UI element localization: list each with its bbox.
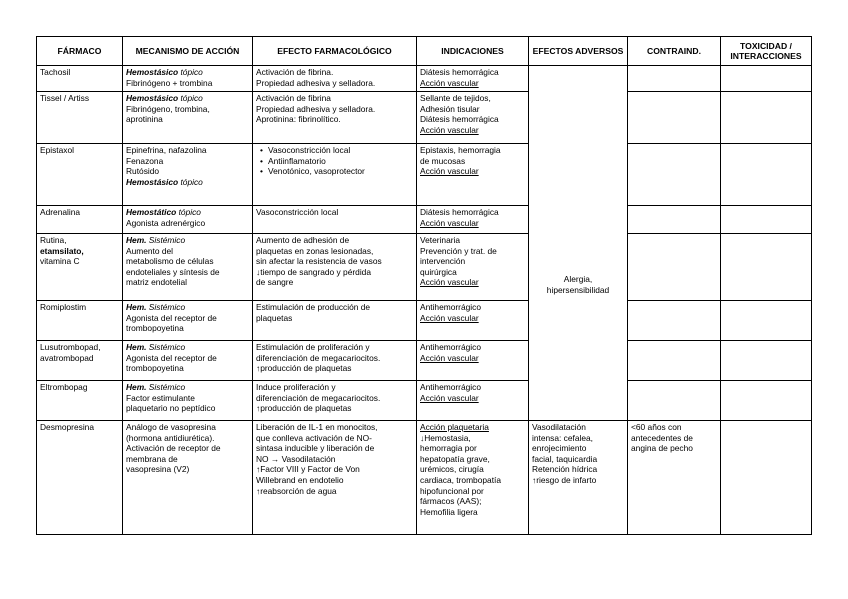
mechanism-cell <box>123 301 253 341</box>
indication-line: Hemofilia ligera <box>420 506 478 517</box>
mechanism-line: endoteliales y síntesis de <box>126 266 220 277</box>
indication-link: Acción vascular <box>420 77 479 88</box>
mechanism-cell <box>123 66 253 92</box>
effect-line: que conlleva activación de NO- <box>256 432 372 443</box>
table-row <box>37 234 812 301</box>
mechanism-type-scope: Sistémico <box>146 342 186 352</box>
header-efecto: EFECTO FARMACOLÓGICO <box>253 37 417 66</box>
table-row <box>37 206 812 234</box>
drug-name: vitamina C <box>40 256 80 267</box>
table-body <box>37 66 812 535</box>
effect-line: Estimulación de producción de <box>256 302 371 312</box>
effect-line: ↑reabsorción de agua <box>256 485 337 496</box>
drug-name: Adrenalina <box>40 207 81 217</box>
indication-line: Antihemorrágico <box>420 342 481 352</box>
effect-bullet: • Vasoconstricción local <box>256 145 413 156</box>
table-row <box>37 144 812 206</box>
mechanism-cell <box>123 421 253 535</box>
indication-line: Diátesis hemorrágica <box>420 207 499 217</box>
effect-line: ↑producción de plaquetas <box>256 363 352 374</box>
contraindications-cell <box>628 206 721 234</box>
indication-link: Acción vascular <box>420 166 479 177</box>
effect-line: de sangre <box>256 277 294 288</box>
mechanism-type <box>126 93 249 104</box>
mechanism-line: Agonista adrenérgico <box>126 217 206 228</box>
contra-line: angina de pecho <box>631 443 693 454</box>
mechanism-line: vasopresina (V2) <box>126 464 190 475</box>
effect-line: Propiedad adhesiva y selladora. <box>256 103 376 114</box>
indication-link: Acción vascular <box>420 277 479 288</box>
mechanism-type-main: Hemostático <box>126 207 177 217</box>
drug-name: Tachosil <box>40 67 71 77</box>
drug-cell <box>37 92 123 144</box>
effect-line: Vasoconstricción local <box>256 207 339 217</box>
indication-line: Veterinaria <box>420 235 461 245</box>
table-row <box>37 301 812 341</box>
effect-cell <box>253 234 417 301</box>
mechanism-line: Aumento del <box>126 245 174 256</box>
header-toxicidad: TOXICIDAD / INTERACCIONES <box>721 37 812 66</box>
adverse-line: ↑riesgo de infarto <box>532 474 597 485</box>
effect-line: ↑producción de plaquetas <box>256 403 352 414</box>
mechanism-type <box>126 207 249 218</box>
contraindications-cell <box>628 66 721 92</box>
toxicity-cell <box>721 234 812 301</box>
drug-name: Romiplostim <box>40 302 87 312</box>
contra-line: <60 años con <box>631 422 682 432</box>
mechanism-type-scope: tópico <box>178 176 203 187</box>
mechanism-type-scope: Sistémico <box>146 382 186 392</box>
pharmacology-table <box>36 36 812 535</box>
drug-cell <box>37 66 123 92</box>
effect-line: Willebrand en endotelio <box>256 474 344 485</box>
mechanism-type-main: Hemostásico <box>126 67 179 77</box>
indication-line: intervención <box>420 256 466 267</box>
effect-line: Estimulación de proliferación y <box>256 342 370 352</box>
mechanism-type <box>126 177 249 188</box>
mechanism-line: Análogo de vasopresina <box>126 422 216 432</box>
mechanism-line: Rutósido <box>126 166 160 177</box>
drug-cell <box>37 206 123 234</box>
contraindications-cell <box>628 234 721 301</box>
mechanism-type-main: Hem. <box>126 382 147 392</box>
effect-line: plaquetas <box>256 312 293 323</box>
indication-link: Acción vascular <box>420 392 479 403</box>
toxicity-cell <box>721 144 812 206</box>
mechanism-type-main: Hem. <box>126 302 147 312</box>
contraindications-cell <box>628 301 721 341</box>
mechanism-line: membrana de <box>126 453 178 464</box>
mechanism-line: trombopoyetina <box>126 323 184 334</box>
mechanism-type-scope: tópico <box>178 93 203 103</box>
effect-line: Aumento de adhesión de <box>256 235 350 245</box>
mechanism-line: matriz endotelial <box>126 277 187 288</box>
adverse-line: Retención hídrica <box>532 464 598 475</box>
table-row <box>37 381 812 421</box>
indication-line: Diátesis hemorrágica <box>420 67 499 77</box>
effect-line: diferenciación de megacariocitos. <box>256 352 381 363</box>
mechanism-cell <box>123 92 253 144</box>
indication-line: hemorragia por <box>420 443 477 454</box>
effect-line: Aprotinina: fibrinolítico. <box>256 114 341 125</box>
indication-line: Epistaxis, hemorragia <box>420 145 501 155</box>
mechanism-type-main: Hem. <box>126 235 147 245</box>
adverse-effects-cell <box>529 421 628 535</box>
effect-cell <box>253 421 417 535</box>
effect-line: plaquetas en zonas lesionadas, <box>256 245 374 256</box>
effect-line: NO → Vasodilatación <box>256 453 336 464</box>
drug-cell <box>37 301 123 341</box>
toxicity-cell <box>721 66 812 92</box>
effect-cell <box>253 381 417 421</box>
mechanism-type-main: Hemostásico <box>126 176 179 187</box>
indications-cell <box>417 381 529 421</box>
indication-line: de mucosas <box>420 155 466 166</box>
mechanism-type <box>126 235 249 246</box>
mechanism-type-main: Hemostásico <box>126 93 179 103</box>
adverse-line: Vasodilatación <box>532 422 586 432</box>
drug-cell <box>37 234 123 301</box>
indication-line: fármacos (AAS); <box>420 496 482 507</box>
contraindications-cell <box>628 92 721 144</box>
indication-line: cardiaca, trombopatía <box>420 474 502 485</box>
header-farmaco: FÁRMACO <box>37 37 123 66</box>
effect-cell <box>253 92 417 144</box>
mechanism-type-scope: Sistémico <box>146 235 186 245</box>
effect-line: ↓tiempo de sangrado y pérdida <box>256 266 371 277</box>
indication-line: quirúrgica <box>420 266 457 277</box>
drug-cell <box>37 381 123 421</box>
contra-line: antecedentes de <box>631 432 693 443</box>
drug-cell <box>37 341 123 381</box>
indication-link: Acción vascular <box>420 124 479 135</box>
indications-cell <box>417 66 529 92</box>
mechanism-line: trombopoyetina <box>126 363 184 374</box>
toxicity-cell <box>721 301 812 341</box>
mechanism-cell <box>123 381 253 421</box>
indication-line: Sellante de tejidos, <box>420 93 491 103</box>
toxicity-cell <box>721 341 812 381</box>
indication-line: hipofuncional por <box>420 485 484 496</box>
indication-link: Acción plaquetaria <box>420 422 489 432</box>
mechanism-line: Fibrinógeno, trombina, <box>126 103 210 114</box>
effect-cell <box>253 144 417 206</box>
effect-line: Propiedad adhesiva y selladora. <box>256 77 376 88</box>
indications-cell <box>417 421 529 535</box>
drug-name: Tissel / Artiss <box>40 93 90 103</box>
adverse-line: enrojecimiento <box>532 443 587 454</box>
header-mecanismo: MECANISMO DE ACCIÓN <box>123 37 253 66</box>
mechanism-type <box>126 342 249 353</box>
mechanism-cell <box>123 341 253 381</box>
mechanism-line: plaquetario no peptídico <box>126 403 216 414</box>
drug-name: Epistaxol <box>40 145 74 155</box>
toxicity-cell <box>721 206 812 234</box>
effect-cell <box>253 66 417 92</box>
effect-line: Activación de fibrina <box>256 93 331 103</box>
effect-line: sintasa inducible y liberación de <box>256 443 375 454</box>
indication-line: Adhesión tisular <box>420 103 480 114</box>
mechanism-cell <box>123 234 253 301</box>
mechanism-type <box>126 382 249 393</box>
drug-name: avatrombopad <box>40 352 94 363</box>
adverse-line: facial, taquicardia <box>532 453 598 464</box>
effect-bullet: • Antiinflamatorio <box>256 156 413 167</box>
indications-cell <box>417 92 529 144</box>
contraindications-cell <box>628 381 721 421</box>
indication-line: ↓Hemostasia, <box>420 432 471 443</box>
table-row <box>37 421 812 535</box>
mechanism-line: Agonista del receptor de <box>126 312 217 323</box>
table-row <box>37 341 812 381</box>
mechanism-line: Epinefrina, nafazolina <box>126 145 207 155</box>
mechanism-type-scope: tópico <box>178 67 203 77</box>
toxicity-cell <box>721 421 812 535</box>
mechanism-type <box>126 302 249 313</box>
drug-name: etamsilato, <box>40 245 84 256</box>
adverse-effects-text: Alergia, hipersensibilidad <box>546 273 610 295</box>
mechanism-line: metabolismo de células <box>126 256 214 267</box>
table-row <box>37 92 812 144</box>
effect-line: sin afectar la resistencia de vasos <box>256 256 382 267</box>
drug-name: Desmopresina <box>40 422 94 432</box>
contraindications-cell <box>628 421 721 535</box>
contraindications-cell <box>628 144 721 206</box>
indication-link: Acción vascular <box>420 352 479 363</box>
effect-line: Liberación de IL-1 en monocitos, <box>256 422 378 432</box>
indication-line: Diátesis hemorrágica <box>420 114 499 125</box>
indication-line: Antihemorrágico <box>420 382 481 392</box>
drug-cell <box>37 421 123 535</box>
indication-link: Acción vascular <box>420 312 479 323</box>
mechanism-line: Agonista del receptor de <box>126 352 217 363</box>
toxicity-cell <box>721 92 812 144</box>
mechanism-cell <box>123 206 253 234</box>
mechanism-line: Factor estimulante <box>126 392 195 403</box>
indications-cell <box>417 206 529 234</box>
mechanism-line: (hormona antidiurética). <box>126 432 215 443</box>
effect-line: ↑Factor VIII y Factor de Von <box>256 464 360 475</box>
mechanism-type-scope: Sistémico <box>146 302 186 312</box>
indications-cell <box>417 301 529 341</box>
effect-cell <box>253 301 417 341</box>
adverse-effects-shared-cell <box>529 66 628 421</box>
indications-cell <box>417 234 529 301</box>
mechanism-type-scope: tópico <box>176 207 201 217</box>
effect-line: Activación de fibrina. <box>256 67 334 77</box>
contraindications-cell <box>628 341 721 381</box>
indication-line: Prevención y trat. de <box>420 245 497 256</box>
effect-line: Induce proliferación y <box>256 382 336 392</box>
indications-cell <box>417 144 529 206</box>
header-row <box>37 37 812 66</box>
drug-name: Lusutrombopad, <box>40 342 101 352</box>
effect-bullet: • Venotónico, vasoprotector <box>256 166 413 177</box>
mechanism-line: Fibrinógeno + trombina <box>126 77 213 88</box>
effect-cell <box>253 341 417 381</box>
drug-cell <box>37 144 123 206</box>
drug-name: Rutina, <box>40 235 67 245</box>
effect-cell <box>253 206 417 234</box>
mechanism-line: Fenazona <box>126 155 164 166</box>
header-contraind: CONTRAIND. <box>628 37 721 66</box>
table-row <box>37 66 812 92</box>
indication-link: Acción vascular <box>420 217 479 228</box>
mechanism-cell <box>123 144 253 206</box>
indication-line: hepatopatía grave, <box>420 453 490 464</box>
indication-line: Antihemorrágico <box>420 302 481 312</box>
adverse-line: intensa: cefalea, <box>532 432 593 443</box>
effect-line: diferenciación de megacariocitos. <box>256 392 381 403</box>
mechanism-line: aprotinina <box>126 114 163 125</box>
mechanism-type-main: Hem. <box>126 342 147 352</box>
toxicity-cell <box>721 381 812 421</box>
header-indicaciones: INDICACIONES <box>417 37 529 66</box>
indication-line: urémicos, cirugía <box>420 464 484 475</box>
drug-name: Eltrombopag <box>40 382 88 392</box>
mechanism-line: Activación de receptor de <box>126 443 221 454</box>
header-efectos-adversos: EFECTOS ADVERSOS <box>529 37 628 66</box>
indications-cell <box>417 341 529 381</box>
mechanism-type <box>126 67 249 78</box>
